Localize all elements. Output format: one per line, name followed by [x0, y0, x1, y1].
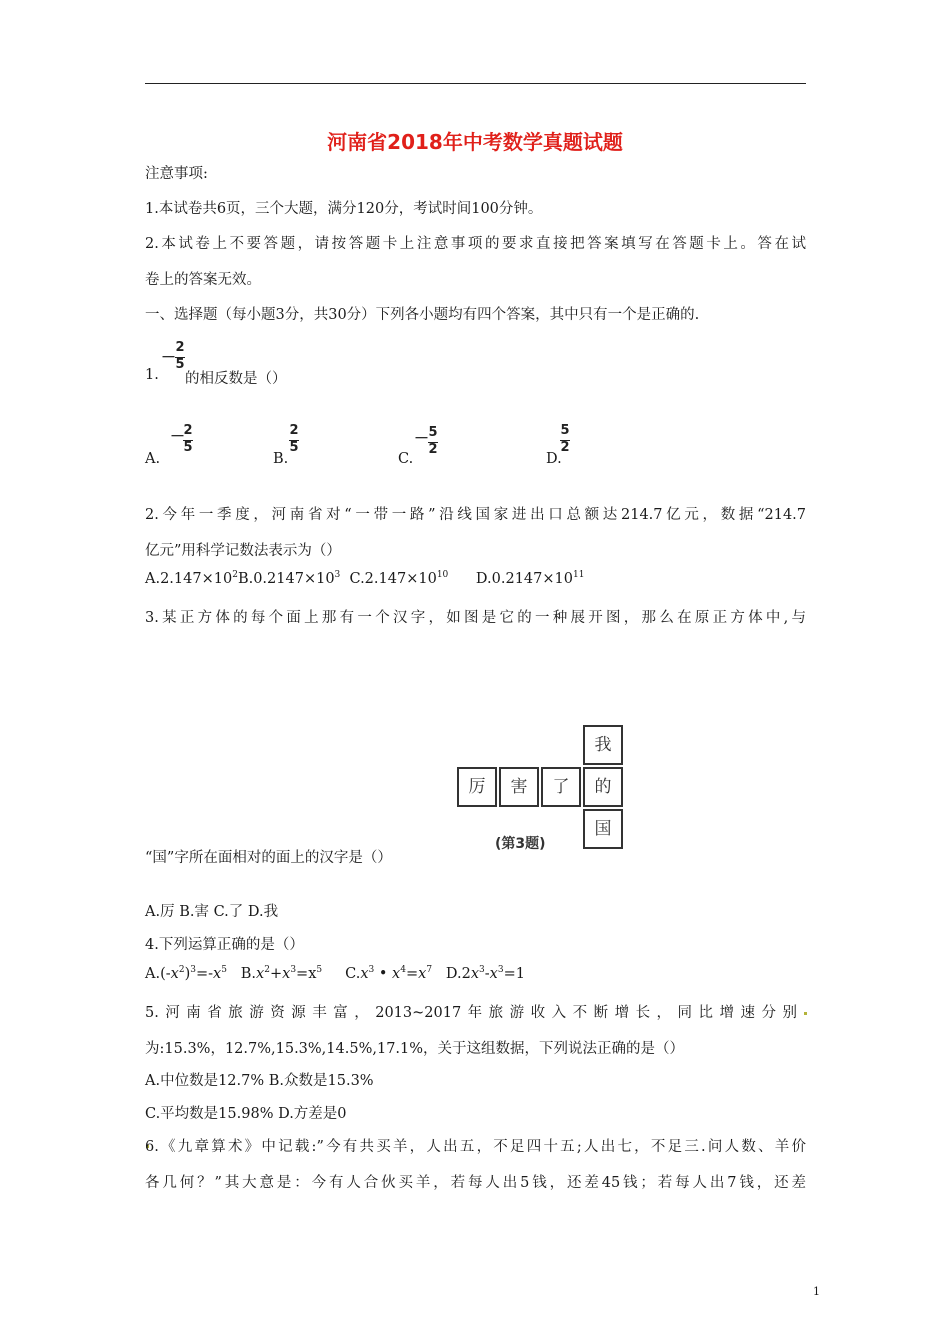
page-title: 河南省2018年中考数学真题试题: [327, 130, 623, 154]
q5-line-1: 5.河南省旅游资源丰富，2013~2017年旅游收入不断增长，同比增速分别: [145, 1005, 797, 1021]
notice-heading: 注意事项:: [145, 166, 208, 182]
net-cell-wo: 我: [583, 725, 623, 765]
q1-option-b-label: B.: [273, 451, 289, 467]
q6-line-1: 6.《九章算术》中记载:”今有共买羊，人出五，不足四十五;人出七，不足三.问人数、羊价: [145, 1139, 806, 1155]
net-cell-li: 厉: [457, 767, 497, 807]
q6-line-2: 各几何？”其大意是：今有人合伙买羊，若每人出5钱，还差45钱；若每人出7钱，还差: [145, 1175, 806, 1191]
section-1-heading: 一、选择题（每小题3分，共30分）下列各小题均有四个答案，其中只有一个是正确的.: [145, 307, 700, 323]
net-cell-hai: 害: [499, 767, 539, 807]
net-cell-guo: 国: [583, 809, 623, 849]
q1-option-a-label: A.: [145, 451, 161, 467]
q4-options: $A.(-x^2)^3=-x^5$ $B.x^2+x^3=x^5$ $C.x^3$ • $x^4=x^7$ $D.2x^3-x^3=1$: [145, 965, 525, 982]
q3-line-1: 3.某正方体的每个面上那有一个汉字，如图是它的一种展开图，那么在原正方体中,与: [145, 610, 806, 626]
q3-options: A.厉 B.害 C.了 D.我: [145, 904, 279, 920]
notice-item-2-line-2: 卷上的答案无效。: [145, 272, 261, 288]
cube-net-figure: [455, 718, 630, 858]
net-cell-le: 了: [541, 767, 581, 807]
q3-line-2: “国”字所在面相对的面上的汉字是（）: [145, 850, 392, 866]
notice-item-1: 1.本试卷共6页，三个大题，满分120分，考试时间100分钟。: [145, 201, 543, 217]
q1-option-a-sign: －: [170, 427, 186, 445]
q1-option-c-sign: －: [414, 429, 430, 447]
q1-fraction-denominator: 5: [175, 357, 185, 372]
q2-line-1: 2.今年一季度，河南省对“一带一路”沿线国家进出口总额达214.7亿元，数据“214.7: [145, 507, 806, 523]
q1-option-d-label: D.: [546, 451, 562, 467]
q1-negative-sign: －: [161, 348, 177, 366]
notice-item-2-line-1: 2.本试卷上不要答题，请按答题卡上注意事项的要求直接把答案填写在答题卡上。答在试: [145, 236, 806, 252]
q5-line-2: 为:15.3%，12.7%,15.3%,14.5%,17.1%，关于这组数据，下列说法正确的是（）: [145, 1041, 685, 1057]
q2-options: $A.2.147\times 10^2B.0.2147\times 10^3$ $C.2.147\times 10^{10}$ $D.0.2147\times 10^{11}$: [145, 570, 585, 587]
scan-speck: [804, 1012, 807, 1015]
q4-text: 4.下列运算正确的是（）: [145, 937, 304, 953]
q1-number: 1.: [145, 367, 159, 383]
net-cell-de: 的: [583, 767, 623, 807]
q2-line-2: 亿元”用科学记数法表示为（）: [145, 543, 341, 559]
page-number: 1: [813, 1285, 820, 1298]
q5-options-cd: C.平均数是15.98% D.方差是0: [145, 1106, 347, 1122]
figure-caption: (第3题): [495, 836, 546, 852]
q1-text: 的相反数是（）: [185, 371, 287, 387]
header-rule: [145, 83, 806, 84]
q1-option-c-label: C.: [398, 451, 414, 467]
q1-fraction-numerator: 2: [175, 340, 185, 355]
q5-options-ab: A.中位数是12.7% B.众数是15.3%: [145, 1073, 374, 1089]
